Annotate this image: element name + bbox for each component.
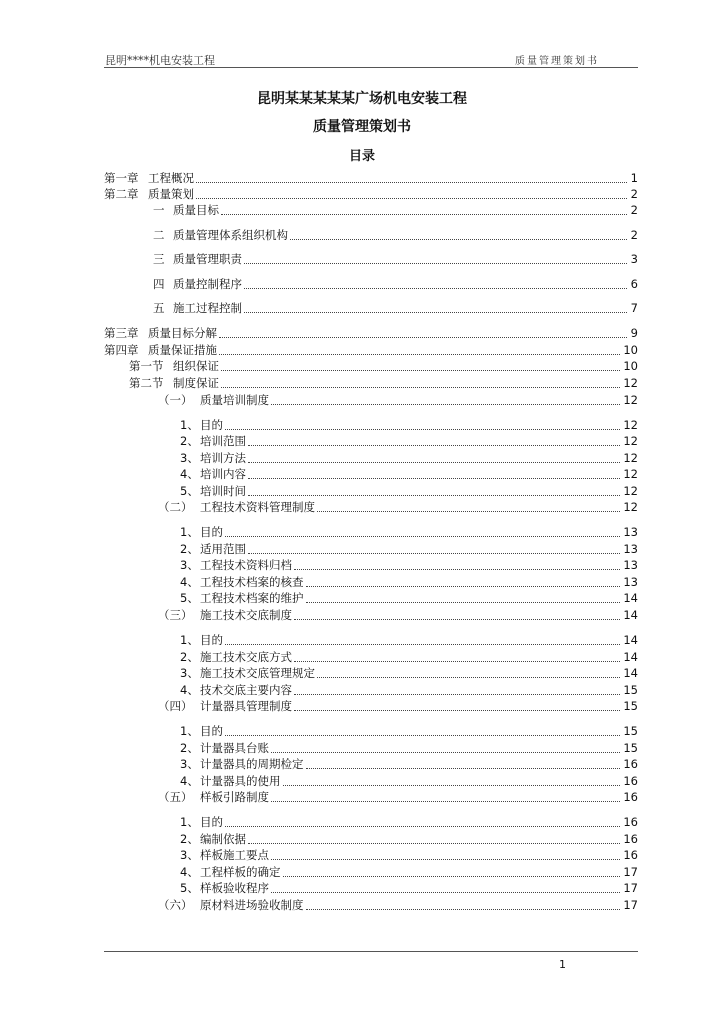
toc-dot-leader [219, 354, 620, 355]
toc-entry-number: 五 [153, 301, 165, 315]
toc-entry-number: 2、 [180, 650, 199, 664]
toc-entry[interactable] [180, 831, 638, 847]
toc-entry-page: 15 [623, 699, 638, 713]
toc-entry[interactable] [180, 682, 638, 698]
toc-entry-number: （六） [158, 898, 193, 912]
toc-entry[interactable] [153, 227, 638, 243]
toc-entry-page: 15 [623, 683, 638, 697]
toc-entry-number: 2、 [180, 542, 199, 556]
toc-entry-number: （五） [158, 790, 193, 804]
toc-entry-number: 3、 [180, 666, 199, 680]
toc-entry[interactable] [153, 276, 638, 292]
toc-entry[interactable] [180, 450, 638, 466]
toc-entry-number: 第三章 [104, 326, 139, 340]
toc-dot-leader [248, 553, 620, 554]
toc-entry-page: 16 [623, 774, 638, 788]
toc-entry[interactable] [180, 723, 638, 739]
toc-entry[interactable] [158, 789, 638, 805]
toc-entry[interactable] [180, 557, 638, 573]
toc-entry-number: 四 [153, 277, 165, 291]
toc-entry[interactable] [180, 417, 638, 433]
toc-entry[interactable] [104, 186, 638, 202]
toc-entry-page: 12 [623, 376, 638, 390]
toc-entry-page: 13 [623, 525, 638, 539]
toc-dot-leader [244, 312, 627, 313]
toc-entry-number: 3、 [180, 558, 199, 572]
toc-entry-number: （三） [158, 608, 193, 622]
toc-entry-label: 原材料进场验收制度 [200, 898, 304, 912]
toc-entry-number: 3、 [180, 451, 199, 465]
toc-dot-leader [317, 677, 620, 678]
toc-heading: 目录 [348, 149, 375, 164]
toc-entry-label: 工程概况 [148, 171, 194, 185]
toc-entry-page: 14 [623, 591, 638, 605]
toc-entry-number: （四） [158, 699, 193, 713]
toc-entry[interactable] [180, 574, 638, 590]
toc-entry-page: 6 [630, 277, 638, 291]
toc-entry-label: 工程技术档案的核查 [200, 575, 304, 589]
toc-entry[interactable] [180, 590, 638, 606]
toc-entry-page: 12 [623, 434, 638, 448]
toc-dot-leader [248, 445, 620, 446]
toc-entry-page: 12 [623, 467, 638, 481]
toc-entry-number: 3、 [180, 848, 199, 862]
toc-dot-leader [221, 370, 620, 371]
toc-entry[interactable] [153, 300, 638, 316]
toc-entry-label: 计量器具的使用 [200, 774, 281, 788]
toc-dot-leader [221, 387, 620, 388]
toc-dot-leader [271, 404, 620, 405]
toc-entry-number: 1、 [180, 525, 199, 539]
toc-entry-label: 质量培训制度 [200, 393, 269, 407]
toc-entry[interactable] [180, 665, 638, 681]
toc-dot-leader [271, 892, 620, 893]
toc-dot-leader [294, 694, 620, 695]
toc-dot-leader [271, 859, 620, 860]
toc-entry[interactable] [180, 756, 638, 772]
toc-entry[interactable] [180, 466, 638, 482]
toc-dot-leader [271, 752, 620, 753]
toc-entry-number: 5、 [180, 484, 199, 498]
toc-dot-leader [306, 768, 621, 769]
toc-entry[interactable] [180, 632, 638, 648]
toc-entry-number: 三 [153, 252, 165, 266]
toc-entry-page: 7 [630, 301, 638, 315]
toc-entry[interactable] [180, 814, 638, 830]
toc-dot-leader [225, 826, 620, 827]
toc-entry-label: 质量管理体系组织机构 [173, 228, 288, 242]
toc-entry-label: 质量目标分解 [148, 326, 217, 340]
toc-dot-leader [248, 462, 620, 463]
toc-dot-leader [290, 239, 627, 240]
toc-entry[interactable] [180, 649, 638, 665]
toc-entry-label: 计量器具的周期检定 [200, 757, 304, 771]
toc-entry-page: 12 [623, 451, 638, 465]
toc-entry-page: 12 [623, 393, 638, 407]
toc-entry-label: 工程技术资料管理制度 [200, 500, 315, 514]
toc-entry-label: 培训方法 [200, 451, 246, 465]
toc-entry-label: 施工过程控制 [173, 301, 242, 315]
toc-entry-label: 目的 [200, 418, 223, 432]
toc-entry-page: 2 [630, 203, 638, 217]
toc-dot-leader [306, 586, 621, 587]
toc-entry-page: 17 [623, 865, 638, 879]
toc-entry-number: 3、 [180, 757, 199, 771]
toc-entry-label: 质量目标 [173, 203, 219, 217]
toc-entry[interactable] [180, 773, 638, 789]
toc-entry-page: 12 [623, 500, 638, 514]
toc-entry-label: 目的 [200, 525, 223, 539]
toc-dot-leader [244, 263, 627, 264]
toc-entry-label: 工程技术档案的维护 [200, 591, 304, 605]
toc-entry-page: 14 [623, 633, 638, 647]
toc-entry[interactable] [180, 880, 638, 896]
toc-entry-label: 质量保证措施 [148, 343, 217, 357]
toc-entry-page: 13 [623, 575, 638, 589]
toc-dot-leader [306, 602, 621, 603]
footer-divider [104, 951, 638, 952]
toc-entry[interactable] [153, 202, 638, 218]
toc-entry-page: 13 [623, 558, 638, 572]
toc-entry-page: 12 [623, 484, 638, 498]
toc-entry-label: 适用范围 [200, 542, 246, 556]
toc-entry-number: 2、 [180, 832, 199, 846]
toc-entry[interactable] [158, 499, 638, 515]
toc-dot-leader [294, 710, 620, 711]
toc-entry-label: 施工技术交底管理规定 [200, 666, 315, 680]
toc-entry-number: 4、 [180, 575, 199, 589]
toc-entry-label: 质量策划 [148, 187, 194, 201]
toc-entry-label: 质量管理职责 [173, 252, 242, 266]
document-title: 昆明某某某某某广场机电安装工程 [257, 91, 467, 107]
toc-entry[interactable] [180, 740, 638, 756]
toc-dot-leader [294, 619, 620, 620]
toc-entry[interactable] [180, 847, 638, 863]
toc-entry-number: 4、 [180, 467, 199, 481]
toc-entry-page: 16 [623, 757, 638, 771]
toc-entry[interactable] [104, 325, 638, 341]
toc-entry-number: 二 [153, 228, 165, 242]
document-subtitle: 质量管理策划书 [313, 119, 411, 135]
toc-entry-label: 目的 [200, 815, 223, 829]
toc-entry-number: 第二章 [104, 187, 139, 201]
toc-dot-leader [248, 478, 620, 479]
toc-entry-label: 技术交底主要内容 [200, 683, 292, 697]
toc-dot-leader [225, 735, 620, 736]
toc-entry-label: 施工技术交底方式 [200, 650, 292, 664]
toc-entry[interactable] [158, 897, 638, 913]
toc-dot-leader [196, 182, 627, 183]
toc-entry-page: 16 [623, 848, 638, 862]
toc-entry-number: 5、 [180, 881, 199, 895]
toc-dot-leader [294, 569, 620, 570]
toc-entry[interactable] [180, 433, 638, 449]
toc-entry-number: 5、 [180, 591, 199, 605]
toc-entry-number: 一 [153, 203, 165, 217]
toc-entry-label: 培训时间 [200, 484, 246, 498]
toc-entry-number: 第一节 [129, 359, 164, 373]
toc-entry-number: 2、 [180, 434, 199, 448]
page-number: 1 [559, 958, 566, 971]
toc-entry-page: 14 [623, 650, 638, 664]
toc-entry-label: 计量器具管理制度 [200, 699, 292, 713]
toc-entry-page: 15 [623, 741, 638, 755]
toc-dot-leader [196, 198, 627, 199]
toc-entry-label: 目的 [200, 724, 223, 738]
toc-entry[interactable] [158, 698, 638, 714]
toc-entry-label: 施工技术交底制度 [200, 608, 292, 622]
toc-entry-page: 16 [623, 790, 638, 804]
toc-entry-page: 17 [623, 881, 638, 895]
toc-dot-leader [225, 429, 620, 430]
toc-entry-label: 计量器具台账 [200, 741, 269, 755]
toc-dot-leader [294, 661, 620, 662]
toc-entry-page: 3 [630, 252, 638, 266]
toc-entry-label: 样板验收程序 [200, 881, 269, 895]
toc-entry-number: 1、 [180, 815, 199, 829]
toc-entry-page: 14 [623, 666, 638, 680]
toc-entry[interactable] [180, 483, 638, 499]
toc-entry[interactable] [153, 251, 638, 267]
toc-entry-page: 14 [623, 608, 638, 622]
toc-entry[interactable] [104, 170, 638, 186]
toc-entry-label: 工程样板的确定 [200, 865, 281, 879]
toc-entry-page: 10 [623, 359, 638, 373]
toc-entry-number: 4、 [180, 683, 199, 697]
toc-entry-label: 培训内容 [200, 467, 246, 481]
toc-entry-number: 4、 [180, 865, 199, 879]
toc-entry-label: 质量控制程序 [173, 277, 242, 291]
toc-dot-leader [248, 495, 620, 496]
toc-entry-number: 第四章 [104, 343, 139, 357]
toc-entry[interactable] [158, 607, 638, 623]
toc-entry-label: 样板引路制度 [200, 790, 269, 804]
toc-entry[interactable] [129, 358, 638, 374]
toc-entry[interactable] [180, 541, 638, 557]
toc-dot-leader [244, 288, 627, 289]
toc-entry-number: （二） [158, 500, 193, 514]
toc-entry-label: 组织保证 [173, 359, 219, 373]
toc-entry[interactable] [158, 392, 638, 408]
toc-entry-label: 编制依据 [200, 832, 246, 846]
toc-entry-label: 培训范围 [200, 434, 246, 448]
toc-entry-page: 2 [630, 187, 638, 201]
toc-entry-number: （一） [158, 393, 193, 407]
toc-dot-leader [225, 644, 620, 645]
toc-entry-page: 10 [623, 343, 638, 357]
toc-dot-leader [219, 337, 627, 338]
toc-dot-leader [221, 214, 627, 215]
toc-entry-label: 样板施工要点 [200, 848, 269, 862]
toc-entry-number: 第二节 [129, 376, 164, 390]
toc-entry-number: 1、 [180, 418, 199, 432]
header-left-title: 昆明****机电安装工程 [105, 54, 215, 67]
toc-entry-page: 17 [623, 898, 638, 912]
toc-entry-number: 1、 [180, 724, 199, 738]
toc-entry-number: 2、 [180, 741, 199, 755]
toc-entry-page: 15 [623, 724, 638, 738]
toc-entry-number: 4、 [180, 774, 199, 788]
toc-entry-page: 1 [630, 171, 638, 185]
toc-entry-page: 16 [623, 832, 638, 846]
toc-entry-number: 第一章 [104, 171, 139, 185]
toc-dot-leader [225, 536, 620, 537]
toc-entry-label: 制度保证 [173, 376, 219, 390]
toc-entry-label: 工程技术资料归档 [200, 558, 292, 572]
toc-entry-number: 1、 [180, 633, 199, 647]
toc-entry-page: 12 [623, 418, 638, 432]
toc-dot-leader [283, 876, 621, 877]
toc-dot-leader [271, 801, 620, 802]
toc-entry-page: 2 [630, 228, 638, 242]
toc-entry[interactable] [180, 524, 638, 540]
toc-entry-page: 16 [623, 815, 638, 829]
toc-dot-leader [306, 909, 621, 910]
toc-dot-leader [283, 785, 621, 786]
toc-entry-label: 目的 [200, 633, 223, 647]
toc-entry-page: 9 [630, 326, 638, 340]
toc-entry[interactable] [180, 864, 638, 880]
toc-entry-page: 13 [623, 542, 638, 556]
toc-dot-leader [317, 511, 620, 512]
toc-entry[interactable] [129, 375, 638, 391]
toc-entry[interactable] [104, 342, 638, 358]
header-right-title: 质量管理策划书 [515, 56, 599, 67]
toc-dot-leader [248, 843, 620, 844]
